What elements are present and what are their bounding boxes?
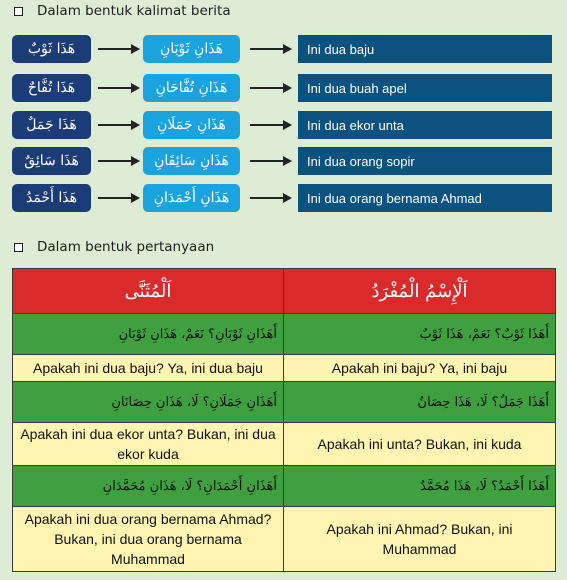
singular-box: هَذَا جَمَلٌ [12,111,91,139]
table-row-translation [13,507,556,572]
dual-question-translation: Apakah ini dua baju? Ya, ini dua baju [13,355,284,382]
dual-box: هَذَانِ أَحْمَدَانِ [143,184,240,212]
singular-question-translation: Apakah ini Ahmad? Bukan, ini Muhammad [284,507,556,572]
statement-row [0,35,567,63]
translation-box: Ini dua orang sopir [298,147,552,175]
statement-row [0,74,567,102]
arrow-right-icon [98,120,140,130]
singular-box: هَذَا تُفَّاحٌ [12,74,91,102]
dual-question-translation: Apakah ini dua orang bernama Ahmad? Bukan, ini dua orang bernama Muhammad [13,507,284,572]
translation-box: Ini dua orang bernama Ahmad [298,184,552,212]
arrow-right-icon [98,83,140,93]
arrow-right-icon [250,156,292,166]
translation-box: Ini dua buah apel [298,74,552,102]
header-singular: اَلْإِسْمُ الْمُفْرَدُ [284,269,556,314]
arrow-right-icon [98,193,140,203]
dual-box: هَذَانِ تُفَّاحَانِ [143,74,240,102]
dual-question-translation: Apakah ini dua ekor unta? Bukan, ini dua ekor kuda [13,423,284,466]
statement-row [0,111,567,139]
table-row-arabic [13,466,556,507]
table-header-row [13,269,556,314]
singular-question-arabic: أَهَذَا أَحْمَدُ؟ لَا، هَذَا مُحَمَّدٌ [284,466,556,507]
header-dual: اَلْمُثَنَّى [13,269,284,314]
table-row-translation [13,423,556,466]
dual-question-arabic: أَهَذَانِ ثَوْبَانِ؟ نَعَمْ، هَذَانِ ثَوْبَانِ [13,314,284,355]
statement-row [0,184,567,212]
section-heading-statements [14,3,231,19]
singular-box: هَذَا ثَوْبٌ [12,35,91,63]
checkbox-square-icon [14,243,23,252]
dual-box: هَذَانِ سَائِقَانِ [143,147,240,175]
section-title: Dalam bentuk pertanyaan [37,239,215,255]
table-row-translation [13,355,556,382]
translation-box: Ini dua baju [298,35,552,63]
translation-box: Ini dua ekor unta [298,111,552,139]
question-table [12,268,556,572]
arrow-right-icon [250,120,292,130]
arrow-right-icon [250,83,292,93]
singular-question-arabic: أَهَذَا جَمَلٌ؟ لَا، هَذَا حِصَانٌ [284,382,556,423]
singular-question-translation: Apakah ini baju? Ya, ini baju [284,355,556,382]
table-row-arabic [13,314,556,355]
singular-box: هَذَا سَائِقٌ [12,147,91,175]
singular-box: هَذَا أَحْمَدُ [12,184,91,212]
section-title: Dalam bentuk kalimat berita [37,3,231,19]
table-row-arabic [13,382,556,423]
arrow-right-icon [98,156,140,166]
dual-box: هَذَانِ جَمَلَانِ [143,111,240,139]
singular-question-arabic: أَهَذَا ثَوْبٌ؟ نَعَمْ، هَذَا ثَوْبٌ [284,314,556,355]
dual-question-arabic: أَهَذَانِ جَمَلَانِ؟ لَا، هَذَانِ حِصَانَانِ [13,382,284,423]
dual-question-arabic: أَهَذَانِ أَحْمَدَانِ؟ لَا، هَذَانِ مُحَمَّدَانِ [13,466,284,507]
section-heading-questions [14,239,214,255]
statement-row [0,147,567,175]
checkbox-square-icon [14,7,23,16]
arrow-right-icon [250,193,292,203]
singular-question-translation: Apakah ini unta? Bukan, ini kuda [284,423,556,466]
arrow-right-icon [250,44,292,54]
dual-box: هَذَانِ ثَوْبَانِ [143,35,240,63]
arrow-right-icon [98,44,140,54]
